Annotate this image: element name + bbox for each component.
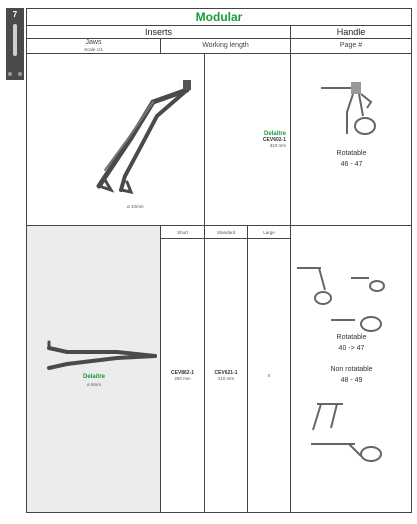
row2-jaws-cell <box>27 226 161 513</box>
row2-diameter: ø 5mm <box>87 382 101 387</box>
row1-brand: Delaitre <box>263 131 286 137</box>
rotatable-handles-image <box>291 254 412 334</box>
row1-length: 310 mm <box>269 143 286 148</box>
short-length: 250 mm <box>174 376 191 381</box>
table-title: Modular <box>27 9 412 26</box>
row2-handle-rotatable: Rotatable <box>336 334 367 341</box>
row2-brand: Delaitre <box>82 374 105 380</box>
working-length-label: Working length <box>202 42 249 49</box>
row1-jaws-cell <box>27 54 205 226</box>
standard-length: 310 mm <box>217 376 235 381</box>
row2-handle-non-rotatable: Non rotatable <box>330 366 373 373</box>
row1-ref: CEV602-1 <box>262 137 286 143</box>
short-ref: CEV862-1 <box>170 370 195 376</box>
large-cell <box>248 239 291 513</box>
row1-pages: 46 - 47 <box>340 161 363 168</box>
chapter-number: 7 <box>12 10 18 19</box>
working-length-header <box>161 39 291 54</box>
page-label: Page # <box>339 42 363 49</box>
short-subheader: Short <box>161 226 205 239</box>
large-value: X <box>267 373 271 378</box>
standard-cell <box>205 239 248 513</box>
product-table <box>26 8 412 513</box>
page-header <box>291 39 412 54</box>
non-rotatable-handles-image <box>291 394 412 474</box>
row1-handle-type: Rotatable <box>336 150 367 157</box>
row2-pages-non-rotatable: 48 - 49 <box>340 377 363 384</box>
row2-pages-rotatable: 40 -> 47 <box>338 345 365 352</box>
jaws-label: Jaws <box>85 39 102 46</box>
inserts-header: Inserts <box>27 26 291 39</box>
row1-handle-cell <box>291 54 412 226</box>
row1-diameter: ø 10mm <box>127 204 144 209</box>
row2-handle-cell <box>291 226 412 513</box>
standard-ref: CEV621-1 <box>214 370 238 376</box>
short-cell <box>161 239 205 513</box>
rotatable-handle-image <box>291 74 412 154</box>
chapter-tab-slot <box>13 24 17 56</box>
forceps-10mm-image <box>27 54 205 226</box>
row1-length-cell <box>205 54 291 226</box>
scale-label: Scale 1/1 <box>84 47 103 52</box>
jaws-column-header <box>27 39 161 54</box>
handle-header: Handle <box>291 26 412 39</box>
standard-subheader: Standard <box>205 226 248 239</box>
large-subheader: Large <box>248 226 291 239</box>
chapter-tab-dots <box>8 72 22 77</box>
chapter-tab <box>6 8 24 80</box>
